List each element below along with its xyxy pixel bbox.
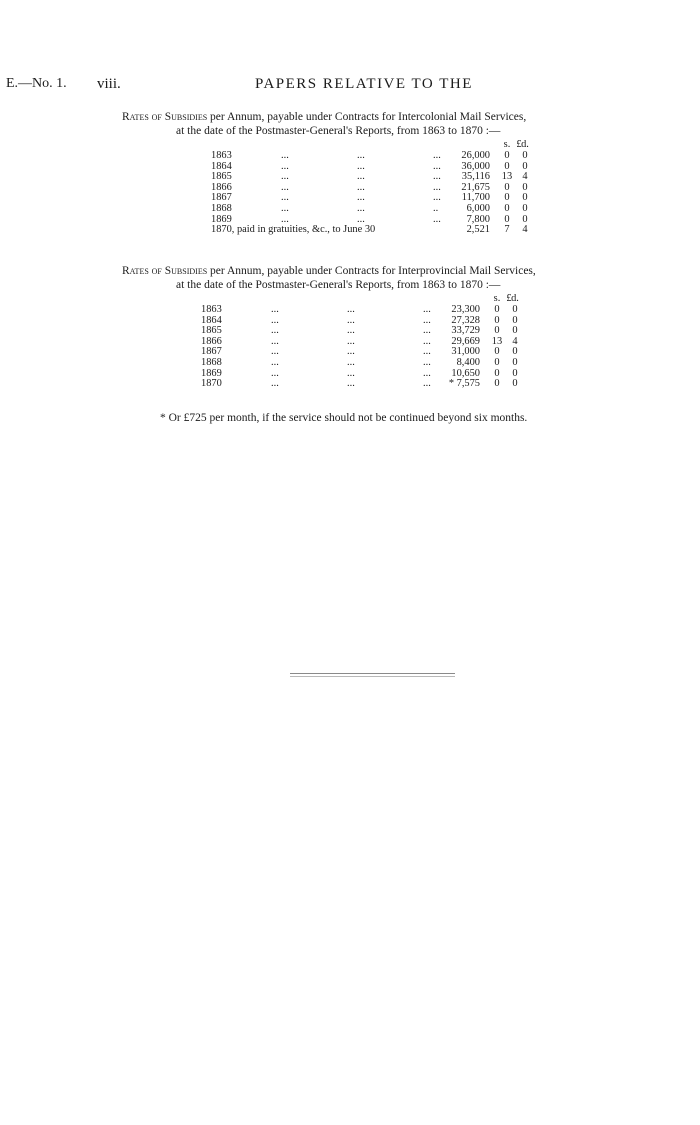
leader-dots: ... <box>423 314 431 326</box>
row-pounds: 26,000 <box>461 150 490 161</box>
row-shillings: 13 <box>491 335 503 347</box>
leader-dots: ... <box>347 335 355 347</box>
page-number: viii. <box>97 76 121 92</box>
leader-dots: ... <box>357 181 365 193</box>
page-title: PAPERS RELATIVE TO THE <box>255 76 473 92</box>
table-row <box>201 337 531 348</box>
units-row <box>211 140 541 151</box>
row-pence: 0 <box>522 181 528 193</box>
row-pence: 0 <box>512 304 518 315</box>
row-year: 1864 <box>211 160 232 172</box>
heading-text: per Annum, payable under Contracts for Interprovincial Mail Services, <box>207 265 536 277</box>
row-pounds: 36,000 <box>461 160 490 172</box>
leader-dots: ... <box>423 304 431 315</box>
row-pounds: 27,328 <box>451 314 480 326</box>
row-pounds: 10,650 <box>451 367 480 379</box>
leader-dots: ... <box>347 314 355 326</box>
row-pounds: 21,675 <box>461 181 490 193</box>
row-shillings: 0 <box>504 192 510 204</box>
leader-dots: ... <box>433 150 441 161</box>
row-pounds: * 7,575 <box>448 378 480 390</box>
row-shillings: 0 <box>504 160 510 172</box>
unit-shillings: s. <box>493 293 501 304</box>
leader-dots: ... <box>433 160 441 172</box>
row-pounds: 31,000 <box>451 346 480 358</box>
row-pounds: 7,800 <box>466 213 490 225</box>
leader-dots: ... <box>271 304 279 315</box>
row-shillings: 0 <box>494 314 500 326</box>
row-year: 1867 <box>201 346 222 358</box>
leader-dots: ... <box>347 356 355 368</box>
row-pounds: 2,521 <box>466 224 490 236</box>
row-shillings: 0 <box>504 213 510 225</box>
leader-dots: ... <box>347 304 355 315</box>
leader-dots: ... <box>357 160 365 172</box>
unit-pence: d. <box>511 293 519 304</box>
row-shillings: 0 <box>504 202 510 214</box>
closing-rule <box>290 673 455 674</box>
row-pence: 0 <box>522 150 528 161</box>
unit-pence: d. <box>521 139 529 150</box>
row-year: 1864 <box>201 314 222 326</box>
row-year: 1866 <box>211 181 232 193</box>
row-year: 1866 <box>201 335 222 347</box>
leader-dots: ... <box>433 192 441 204</box>
leader-dots: ... <box>423 346 431 358</box>
row-pence: 0 <box>512 378 518 390</box>
leader-dots: ... <box>271 314 279 326</box>
row-pounds: 23,300 <box>451 304 480 315</box>
row-pence: 0 <box>522 192 528 204</box>
row-pence: 4 <box>512 335 518 347</box>
table-row <box>201 326 531 337</box>
leader-dots: ... <box>281 192 289 204</box>
row-shillings: 0 <box>494 378 500 390</box>
unit-pounds: £ <box>506 293 512 304</box>
row-pounds: 29,669 <box>451 335 480 347</box>
row-year: 1865 <box>211 171 232 183</box>
table-row <box>201 379 531 390</box>
heading-small-caps: Rates of Subsidies <box>122 111 208 123</box>
leader-dots: ... <box>281 202 289 214</box>
leader-dots: ... <box>423 367 431 379</box>
heading-text: per Annum, payable under Contracts for Intercolonial Mail Services, <box>207 111 527 123</box>
unit-pounds: £ <box>516 139 522 150</box>
row-pence: 4 <box>522 171 528 183</box>
row-shillings: 0 <box>504 181 510 193</box>
leader-dots: ... <box>271 335 279 347</box>
row-year: 1869 <box>201 367 222 379</box>
row-pence: 0 <box>512 356 518 368</box>
row-year: 1869 <box>211 213 232 225</box>
row-year: 1865 <box>201 325 222 337</box>
row-year: 1867 <box>211 192 232 204</box>
footnote: * Or £725 per month, if the service should not be continued beyond six months. <box>160 412 528 424</box>
leader-dots: .. <box>433 202 439 214</box>
leader-dots: ... <box>433 181 441 193</box>
table-row <box>211 204 541 215</box>
leader-dots: ... <box>423 335 431 347</box>
leader-dots: ... <box>271 325 279 337</box>
intercolonial-table <box>211 140 541 236</box>
unit-shillings: s. <box>503 139 511 150</box>
row-year: 1863 <box>211 150 232 161</box>
intercolonial-heading <box>122 110 526 138</box>
table-row <box>211 162 541 173</box>
leader-dots: ... <box>347 378 355 390</box>
table-row <box>211 172 541 183</box>
leader-dots: ... <box>357 213 365 225</box>
row-shillings: 0 <box>494 346 500 358</box>
row-pounds: 33,729 <box>451 325 480 337</box>
leader-dots: ... <box>423 378 431 390</box>
leader-dots: ... <box>281 171 289 183</box>
leader-dots: ... <box>347 325 355 337</box>
row-shillings: 7 <box>504 224 510 236</box>
row-label: 1870, paid in gratuities, &c., to June 30 <box>211 224 376 236</box>
heading-line2: at the date of the Postmaster-General's Reports, from 1863 to 1870 :— <box>176 125 501 137</box>
row-year: 1868 <box>201 356 222 368</box>
leader-dots: ... <box>423 325 431 337</box>
row-shillings: 0 <box>494 356 500 368</box>
leader-dots: ... <box>357 192 365 204</box>
row-year: 1863 <box>201 304 222 315</box>
row-shillings: 0 <box>494 304 500 315</box>
heading-small-caps: Rates of Subsidies <box>122 265 208 277</box>
leader-dots: ... <box>271 378 279 390</box>
table-row <box>201 316 531 327</box>
row-shillings: 0 <box>494 325 500 337</box>
table-row <box>211 193 541 204</box>
interprovincial-table <box>201 294 531 390</box>
row-shillings: 0 <box>494 367 500 379</box>
leader-dots: ... <box>281 213 289 225</box>
row-pounds: 35,116 <box>461 171 490 183</box>
row-pence: 0 <box>522 160 528 172</box>
leader-dots: ... <box>433 171 441 183</box>
leader-dots: ... <box>347 367 355 379</box>
row-pence: 0 <box>512 314 518 326</box>
row-year: 1870 <box>201 378 222 390</box>
leader-dots: ... <box>281 150 289 161</box>
table-row <box>201 305 531 316</box>
row-pounds: 6,000 <box>466 202 490 214</box>
leader-dots: ... <box>347 346 355 358</box>
leader-dots: ... <box>357 202 365 214</box>
row-shillings: 13 <box>501 171 513 183</box>
leader-dots: ... <box>281 160 289 172</box>
row-pence: 0 <box>522 202 528 214</box>
table-row <box>201 347 531 358</box>
leader-dots: ... <box>433 213 441 225</box>
header-reference: E.—No. 1. <box>6 76 67 91</box>
row-year: 1868 <box>211 202 232 214</box>
leader-dots: ... <box>423 356 431 368</box>
table-row <box>211 151 541 162</box>
row-pounds: 8,400 <box>456 356 480 368</box>
leader-dots: ... <box>271 356 279 368</box>
closing-rule-lower <box>290 676 455 677</box>
leader-dots: ... <box>271 367 279 379</box>
row-pence: 0 <box>512 367 518 379</box>
leader-dots: ... <box>281 181 289 193</box>
row-pence: 0 <box>512 346 518 358</box>
row-pence: 0 <box>512 325 518 337</box>
leader-dots: ... <box>271 346 279 358</box>
interprovincial-heading <box>122 264 536 292</box>
row-shillings: 0 <box>504 150 510 161</box>
table-row <box>201 358 531 369</box>
table-row <box>211 183 541 194</box>
heading-line2: at the date of the Postmaster-General's Reports, from 1863 to 1870 :— <box>176 279 501 291</box>
row-pounds: 11,700 <box>461 192 490 204</box>
units-row <box>201 294 531 305</box>
row-pence: 0 <box>522 213 528 225</box>
leader-dots: ... <box>357 171 365 183</box>
row-pence: 4 <box>522 224 528 236</box>
leader-dots: ... <box>357 150 365 161</box>
table-row <box>211 225 541 236</box>
table-row <box>201 369 531 380</box>
